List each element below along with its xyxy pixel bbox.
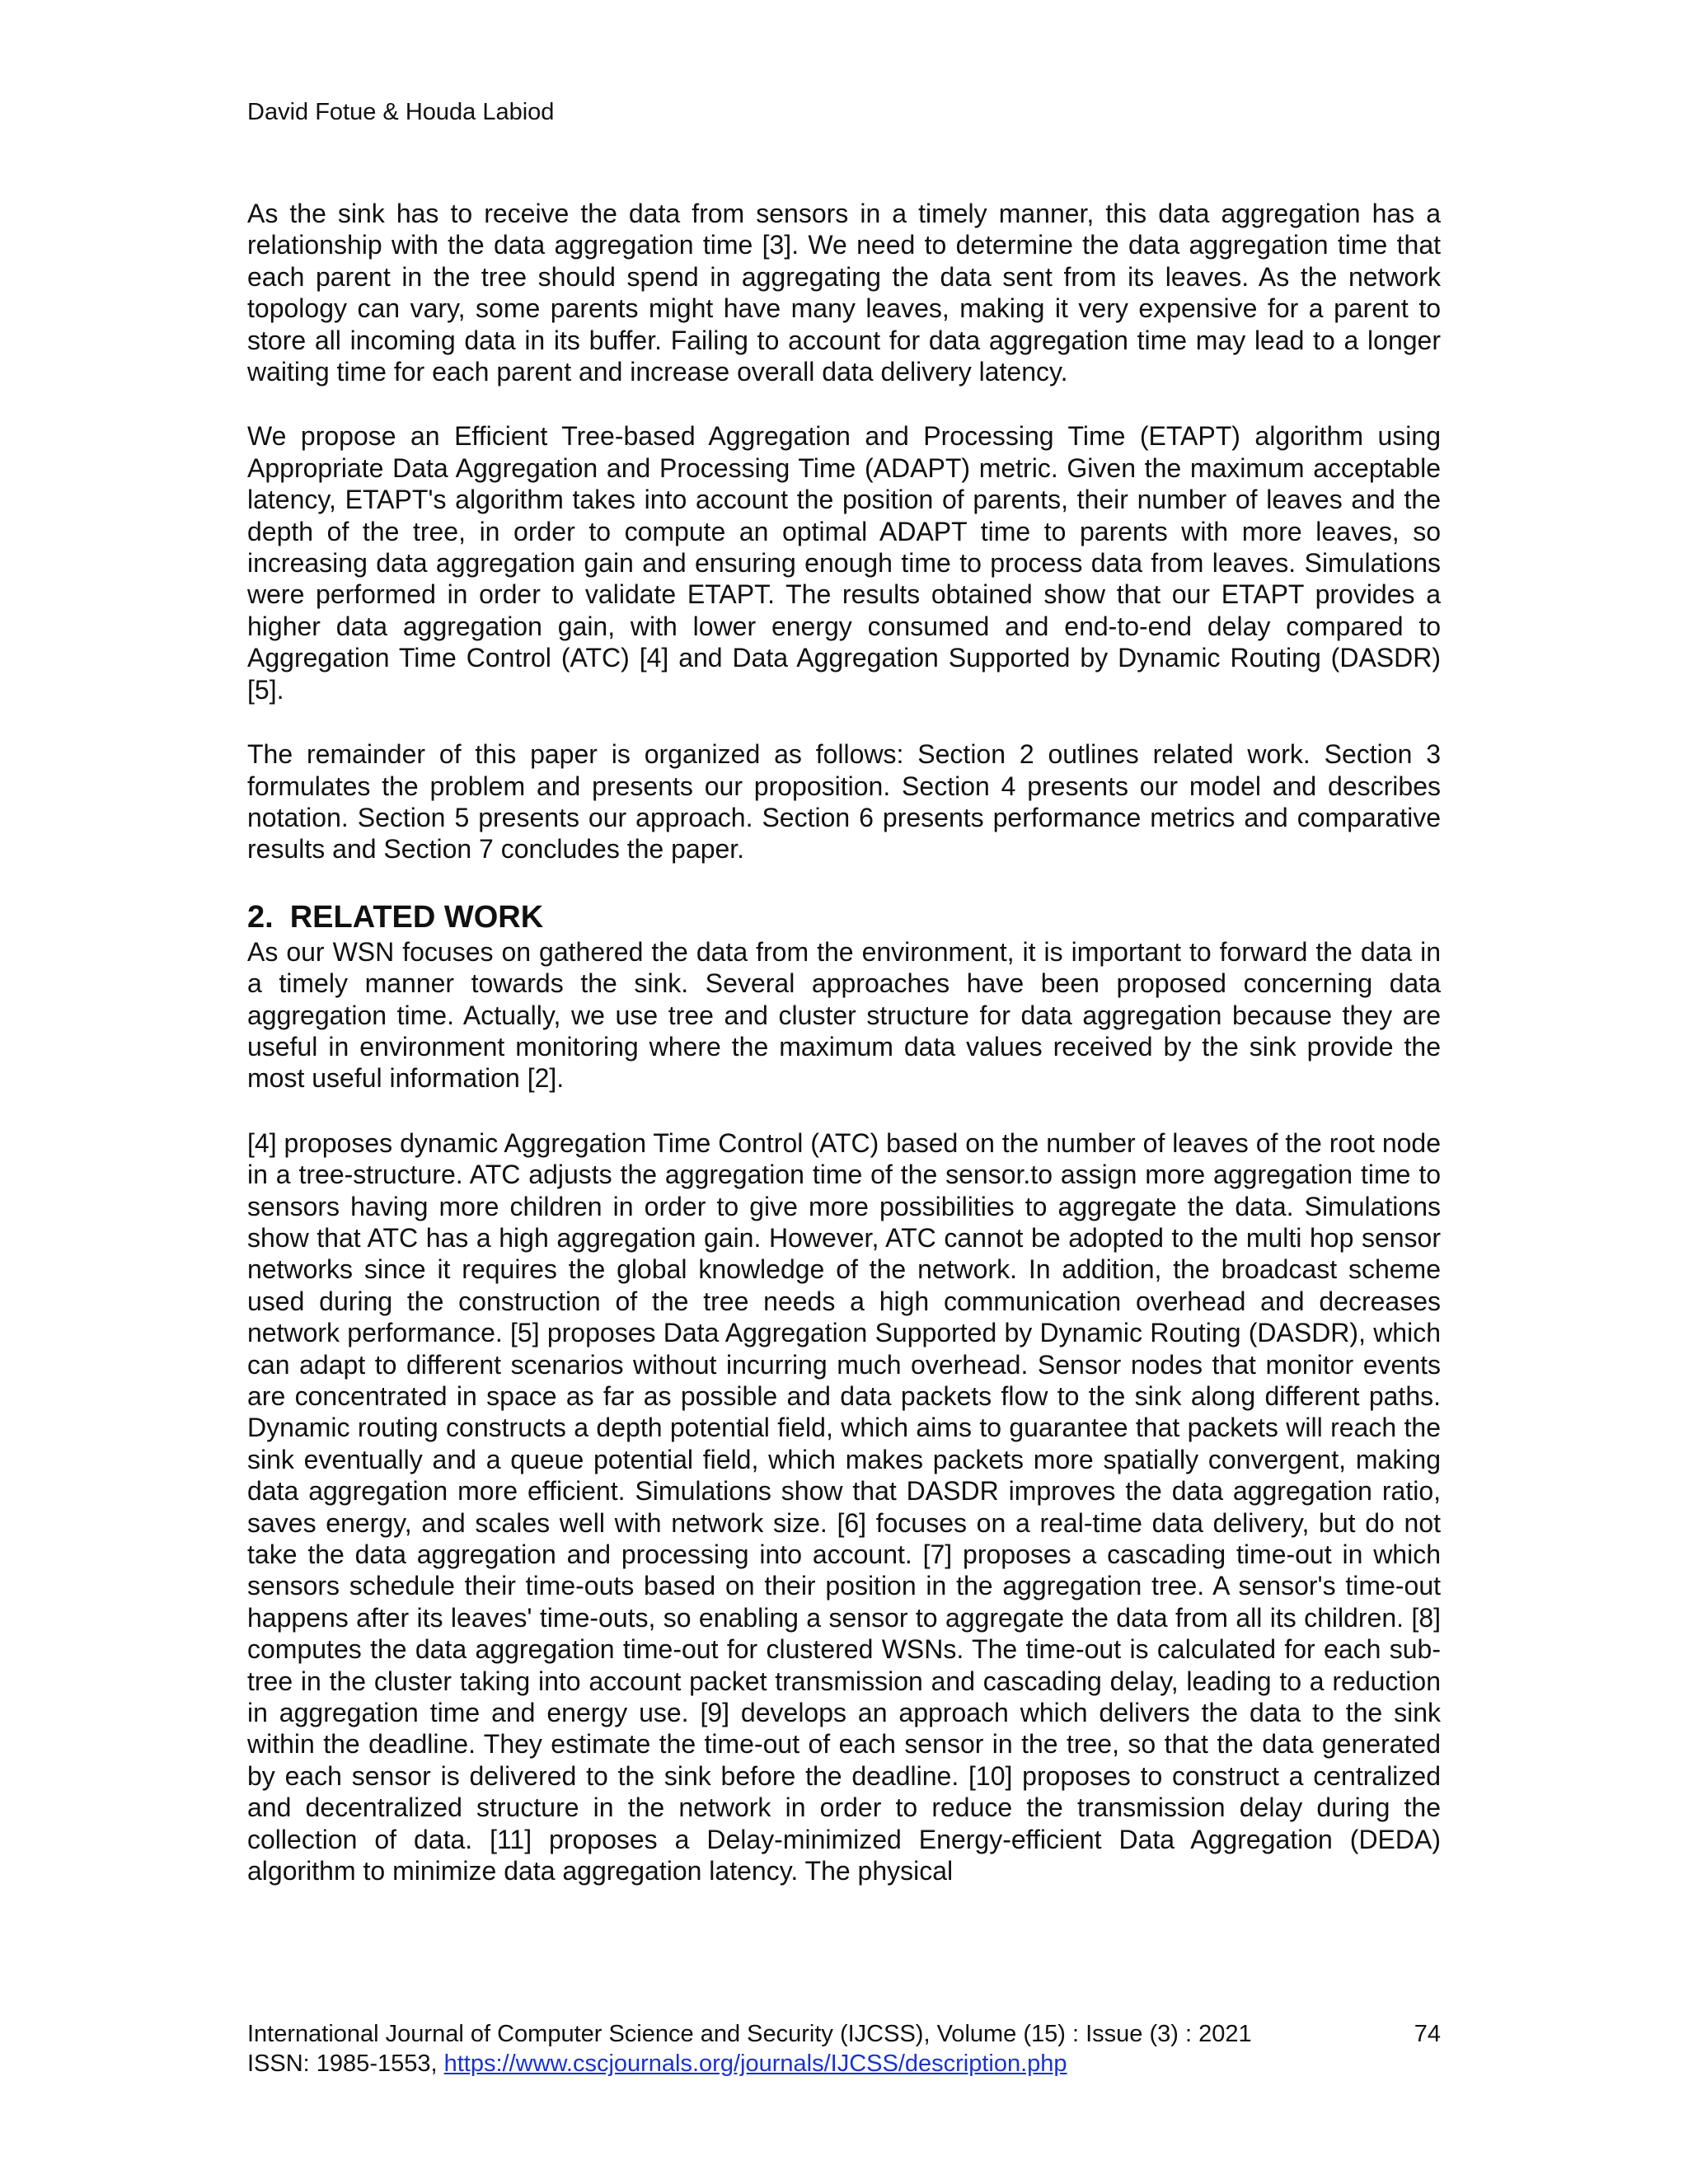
section-heading-related-work [247,898,1441,936]
section-title: RELATED WORK [289,899,544,935]
journal-citation: International Journal of Computer Science and Security (IJCSS), Volume (15) : Issue (3) : 2021 [247,2021,1252,2047]
journal-url-link[interactable]: https://www.cscjournals.org/journals/IJCSS/description.php [443,2050,1067,2077]
related-work-paragraph-2: [4] proposes dynamic Aggregation Time Control (ATC) based on the number of leaves of the root node in a tree-structure. ATC adjusts the aggregation time of the sensor.to assign more aggregation time to sensors having more children in order to give more possibilities to aggregate the data. Simulations show that ATC has a high aggregation gain. However, ATC cannot be adopted to the multi hop sensor networks since it requires the global knowledge of the network. In addition, the broadcast scheme used during the construction of the tree needs a high communication overhead and decreases network performance. [5] proposes Data Aggregation Supported by Dynamic Routing (DASDR), which can adapt to different scenarios without incurring much overhead. Sensor nodes that monitor events are concentrated in space as far as possible and data packets flow to the sink along different paths. Dynamic routing constructs a depth potential field, which aims to guarantee that packets will reach the sink eventually and a queue potential field, which makes packets more spatially convergent, making data aggregation more efficient. Simulations show that DASDR improves the data aggregation ratio, saves energy, and scales well with network size. [6] focuses on a real-time data delivery, but do not take the data aggregation and processing into account. [7] proposes a cascading time-out in which sensors schedule their time-outs based on their position in the aggregation tree. A sensor's time-out happens after its leaves' time-outs, so enabling a sensor to aggregate the data from all its children. [8] computes the data aggregation time-out for clustered WSNs. The time-out is calculated for each sub-tree in the cluster taking into account packet transmission and cascading delay, leading to a reduction in aggregation time and energy use. [9] develops an approach which delivers the data to the sink within the deadline. They estimate the time-out of each sensor in the tree, so that the data generated by each sensor is delivered to the sink before the deadline. [10] proposes to construct a centralized and decentralized structure in the network in order to reduce the transmission delay during the collection of data. [11] proposes a Delay-minimized Energy-efficient Data Aggregation (DEDA) algorithm to minimize data aggregation latency. The physical [247,1127,1441,1886]
intro-paragraph-2: We propose an Efficient Tree-based Aggregation and Processing Time (ETAPT) algorithm using Appropriate Data Aggregation and Processing Time (ADAPT) metric. Given the maximum acceptable latency, ETAPT's algorithm takes into account the position of parents, their number of leaves and the depth of the tree, in order to compute an optimal ADAPT time to parents with more leaves, so increasing data aggregation gain and ensuring enough time to process data from leaves. Simulations were performed in order to validate ETAPT. The results obtained show that our ETAPT provides a higher data aggregation gain, with lower energy consumed and end-to-end delay compared to Aggregation Time Control (ATC) [4] and Data Aggregation Supported by Dynamic Routing (DASDR) [5]. [247,421,1441,705]
intro-paragraph-3: The remainder of this paper is organized as follows: Section 2 outlines related work. Section 3 formulates the problem and presents our proposition. Section 4 presents our model and describes notation. Section 5 presents our approach. Section 6 presents performance metrics and comparative results and Section 7 concludes the paper. [247,739,1441,865]
page-footer [247,2019,1441,2079]
page-body [247,198,1441,1920]
related-work-paragraph-1: As our WSN focuses on gathered the data from the environment, it is important to forward the data in a timely manner towards the sink. Several approaches have been proposed concerning data aggregation time. Actually, we use tree and cluster structure for data aggregation because they are useful in environment monitoring where the maximum data values received by the sink provide the most useful information [2]. [247,936,1441,1094]
page-number: 74 [1414,2021,1441,2047]
intro-paragraph-1: As the sink has to receive the data from sensors in a timely manner, this data aggregation has a relationship with the data aggregation time [3]. We need to determine the data aggregation time that each parent in the tree should spend in aggregating the data sent from its leaves. As the network topology can vary, some parents might have many leaves, making it very expensive for a parent to store all incoming data in its buffer. Failing to account for data aggregation time may lead to a longer waiting time for each parent and increase overall data delivery latency. [247,199,1441,387]
issn-text: ISSN: 1985-1553, [247,2050,444,2077]
section-number: 2. [247,899,274,935]
running-header-authors: David Fotue & Houda Labiod [247,99,555,125]
